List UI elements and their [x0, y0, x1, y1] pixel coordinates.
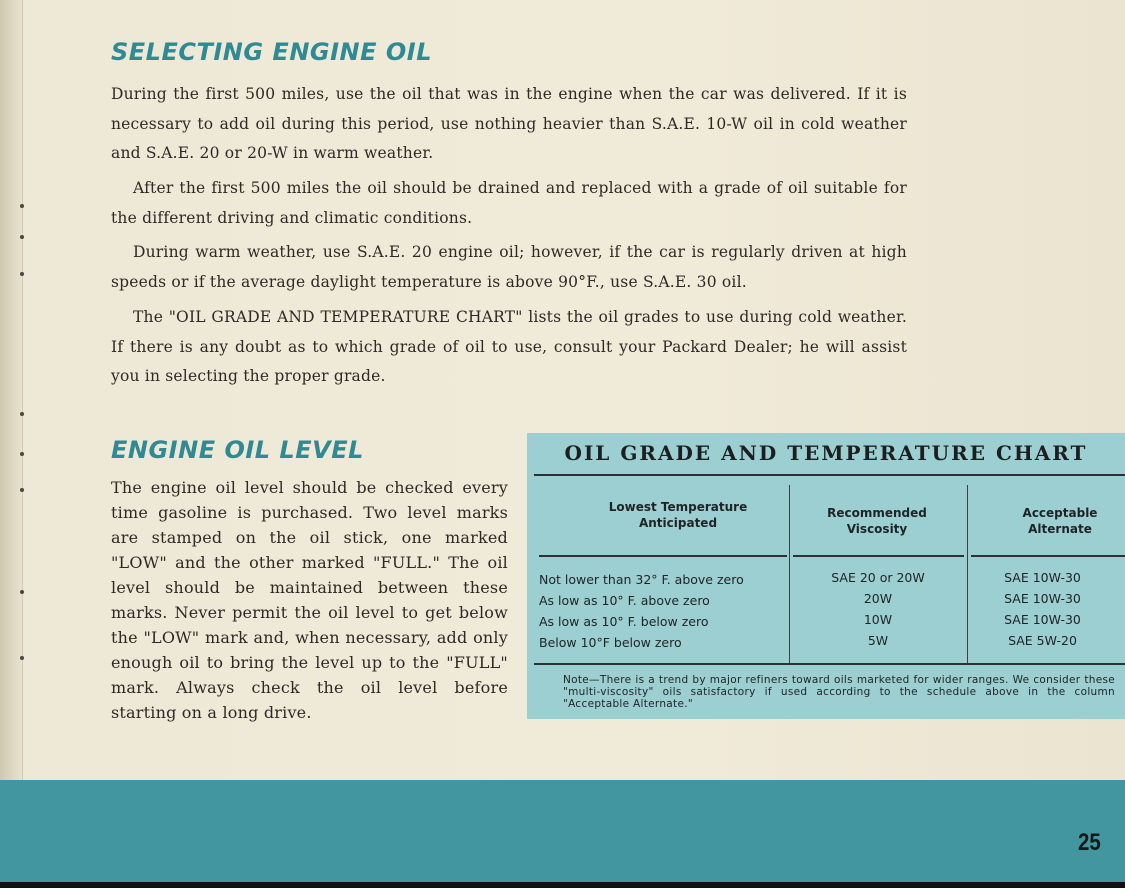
header-rule — [971, 555, 1125, 557]
table-cell-viscosity: 5W — [867, 633, 889, 648]
header-rule — [793, 555, 964, 557]
table-cell-viscosity: 10W — [863, 612, 893, 627]
footer-edge — [0, 882, 1125, 888]
paragraph-first-500-miles: During the first 500 miles, use the oil that was in the engine when the car was delivered. If it is necessary to add oil during this period, use nothing heavier than S.A.E. 10-W oil in cold weather and S.A.E. 20 or 20-W in warm weather. — [111, 85, 907, 162]
table-cell-alternate: SAE 10W-30 — [1004, 591, 1081, 606]
binding-mark — [20, 590, 24, 594]
binding-mark — [20, 488, 24, 492]
chart-top-rule — [534, 474, 1125, 476]
binding-mark — [20, 452, 24, 456]
table-cell-temperature: Below 10°F below zero — [539, 635, 682, 650]
section-heading-engine-oil-level: ENGINE OIL LEVEL — [111, 436, 364, 464]
page-number: 25 — [1078, 829, 1101, 856]
header-rule — [539, 555, 787, 557]
column-header-lowest-temperature: Lowest Temperature Anticipated — [608, 500, 748, 530]
table-cell-viscosity: SAE 20 or 20W — [831, 570, 925, 585]
chart-title: OIL GRADE AND TEMPERATURE CHART — [564, 441, 1088, 465]
section-heading-selecting-engine-oil: SELECTING ENGINE OIL — [111, 38, 432, 66]
table-cell-alternate: SAE 5W-20 — [1008, 633, 1077, 648]
oil-grade-temperature-chart — [527, 433, 1125, 719]
table-cell-viscosity: 20W — [863, 591, 893, 606]
chart-footnote: Note—There is a trend by major refiners toward oils marketed for wider ranges. We consider these "multi-viscosity" oils satisfactory if used according to the schedule above in the column "Acceptable Alternate." — [563, 674, 1115, 710]
binding-mark — [20, 235, 24, 239]
page-spine-edge — [0, 0, 23, 790]
binding-mark — [20, 204, 24, 208]
table-cell-temperature: As low as 10° F. above zero — [539, 593, 710, 608]
binding-mark — [20, 412, 24, 416]
table-cell-temperature: Not lower than 32° F. above zero — [539, 572, 744, 587]
table-cell-alternate: SAE 10W-30 — [1004, 612, 1081, 627]
chart-bottom-rule — [534, 663, 1125, 665]
column-divider — [967, 485, 968, 663]
column-header-acceptable-alternate: Acceptable Alternate — [1022, 506, 1098, 536]
binding-mark — [20, 656, 24, 660]
paragraph-oil-level: The engine oil level should be checked every time gasoline is purchased. Two level marks are stamped on the oil stick, one marked "LOW" and the other marked "FULL." The oil level should be maintained between these marks. Never permit the oil level to get below the "LOW" mark and, when necessary, add only enough oil to bring the level up to the "FULL" mark. Always check the oil level before starting on a long drive. — [111, 478, 508, 722]
table-cell-temperature: As low as 10° F. below zero — [539, 614, 709, 629]
paragraph-after-500-miles: After the first 500 miles the oil should be drained and replaced with a grade of oil suitable for the different driving and climatic conditions. — [111, 179, 907, 227]
paragraph-chart-reference: The "OIL GRADE AND TEMPERATURE CHART" lists the oil grades to use during cold weather. If there is any doubt as to which grade of oil to use, consult your Packard Dealer; he will assist you in selecting the proper grade. — [111, 308, 907, 385]
paragraph-warm-weather: During warm weather, use S.A.E. 20 engine oil; however, if the car is regularly driven at high speeds or if the average daylight temperature is above 90°F., use S.A.E. 30 oil. — [111, 243, 907, 291]
table-cell-alternate: SAE 10W-30 — [1004, 570, 1081, 585]
column-header-recommended-viscosity: Recommended Viscosity — [827, 506, 927, 536]
binding-mark — [20, 272, 24, 276]
footer-band — [0, 780, 1125, 882]
